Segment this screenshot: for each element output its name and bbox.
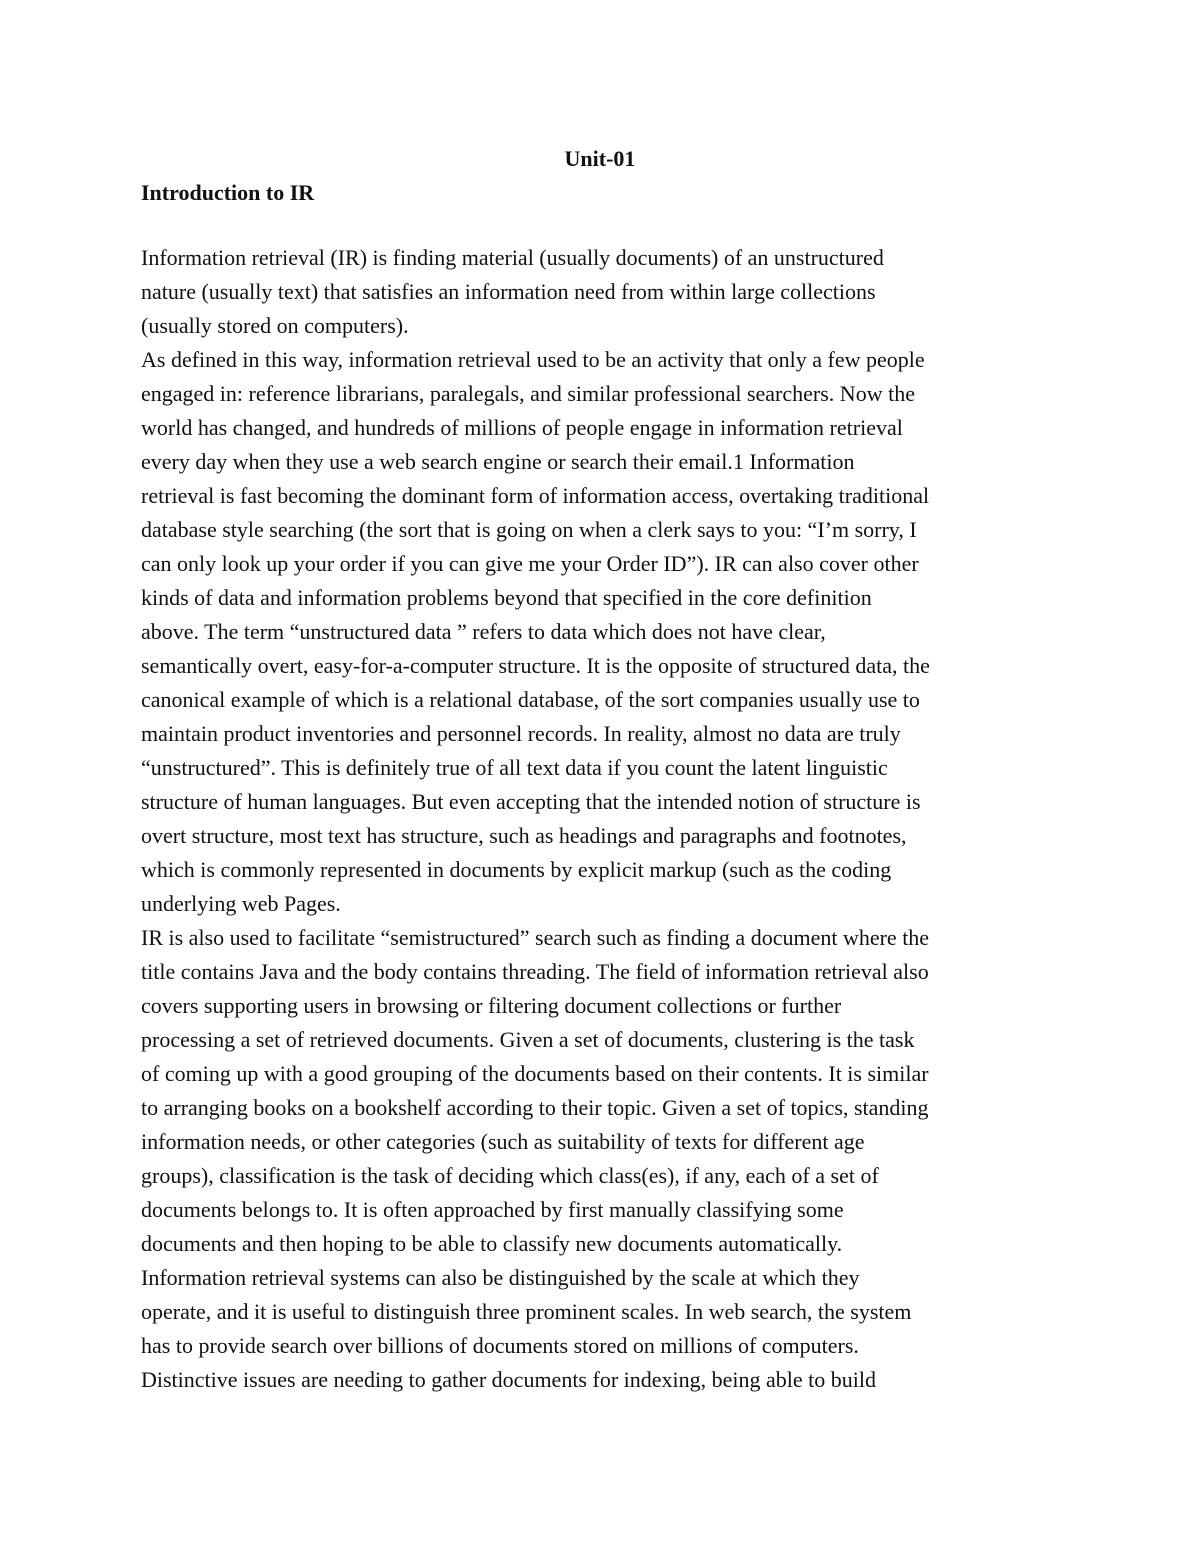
text-line: has to provide search over billions of documents stored on millions of computers. [141, 1333, 859, 1358]
text-line: covers supporting users in browsing or filtering document collections or further [141, 993, 842, 1018]
text-line: can only look up your order if you can give me your Order ID”). IR can also cover other [141, 551, 919, 576]
text-line: maintain product inventories and personnel records. In reality, almost no data are truly [141, 721, 901, 746]
text-line: engaged in: reference librarians, paralegals, and similar professional searchers. Now the [141, 381, 915, 406]
text-line: title contains Java and the body contains threading. The field of information retrieval also [141, 959, 929, 984]
text-line: Distinctive issues are needing to gather documents for indexing, being able to build [141, 1367, 876, 1392]
text-line: As defined in this way, information retrieval used to be an activity that only a few people [141, 347, 925, 372]
section-heading: Introduction to IR [141, 180, 315, 205]
text-line: documents and then hoping to be able to classify new documents automatically. [141, 1231, 843, 1256]
text-line: “unstructured”. This is definitely true of all text data if you count the latent linguistic [141, 755, 888, 780]
text-line: nature (usually text) that satisfies an information need from within large collections [141, 279, 876, 304]
text-line: above. The term “unstructured data ” refers to data which does not have clear, [141, 619, 826, 644]
text-line: structure of human languages. But even accepting that the intended notion of structure is [141, 789, 921, 814]
text-line: underlying web Pages. [141, 891, 341, 916]
text-line: documents belongs to. It is often approached by first manually classifying some [141, 1197, 844, 1222]
body-text [141, 241, 1061, 1397]
text-line: of coming up with a good grouping of the documents based on their contents. It is similar [141, 1061, 929, 1086]
text-line: operate, and it is useful to distinguish three prominent scales. In web search, the system [141, 1299, 912, 1324]
text-line: groups), classification is the task of deciding which class(es), if any, each of a set of [141, 1163, 879, 1188]
text-line: canonical example of which is a relational database, of the sort companies usually use to [141, 687, 920, 712]
text-line: IR is also used to facilitate “semistructured” search such as finding a document where the [141, 925, 930, 950]
text-line: overt structure, most text has structure, such as headings and paragraphs and footnotes, [141, 823, 907, 848]
text-line: semantically overt, easy-for-a-computer structure. It is the opposite of structured data, the [141, 653, 930, 678]
text-line: which is commonly represented in documents by explicit markup (such as the coding [141, 857, 892, 882]
text-line: world has changed, and hundreds of millions of people engage in information retrieval [141, 415, 903, 440]
text-line: every day when they use a web search engine or search their email.1 Information [141, 449, 855, 474]
text-line: Information retrieval systems can also be distinguished by the scale at which they [141, 1265, 860, 1290]
text-line: database style searching (the sort that is going on when a clerk says to you: “I’m sorry, I [141, 517, 917, 542]
text-line: to arranging books on a bookshelf according to their topic. Given a set of topics, standing [141, 1095, 929, 1120]
text-line: information needs, or other categories (such as suitability of texts for different age [141, 1129, 865, 1154]
text-line: processing a set of retrieved documents. Given a set of documents, clustering is the task [141, 1027, 915, 1052]
text-line: Information retrieval (IR) is finding material (usually documents) of an unstructured [141, 245, 884, 270]
text-line: retrieval is fast becoming the dominant form of information access, overtaking traditional [141, 483, 930, 508]
text-line: (usually stored on computers). [141, 313, 409, 338]
text-line: kinds of data and information problems beyond that specified in the core definition [141, 585, 872, 610]
page-title: Unit-01 [564, 146, 636, 171]
